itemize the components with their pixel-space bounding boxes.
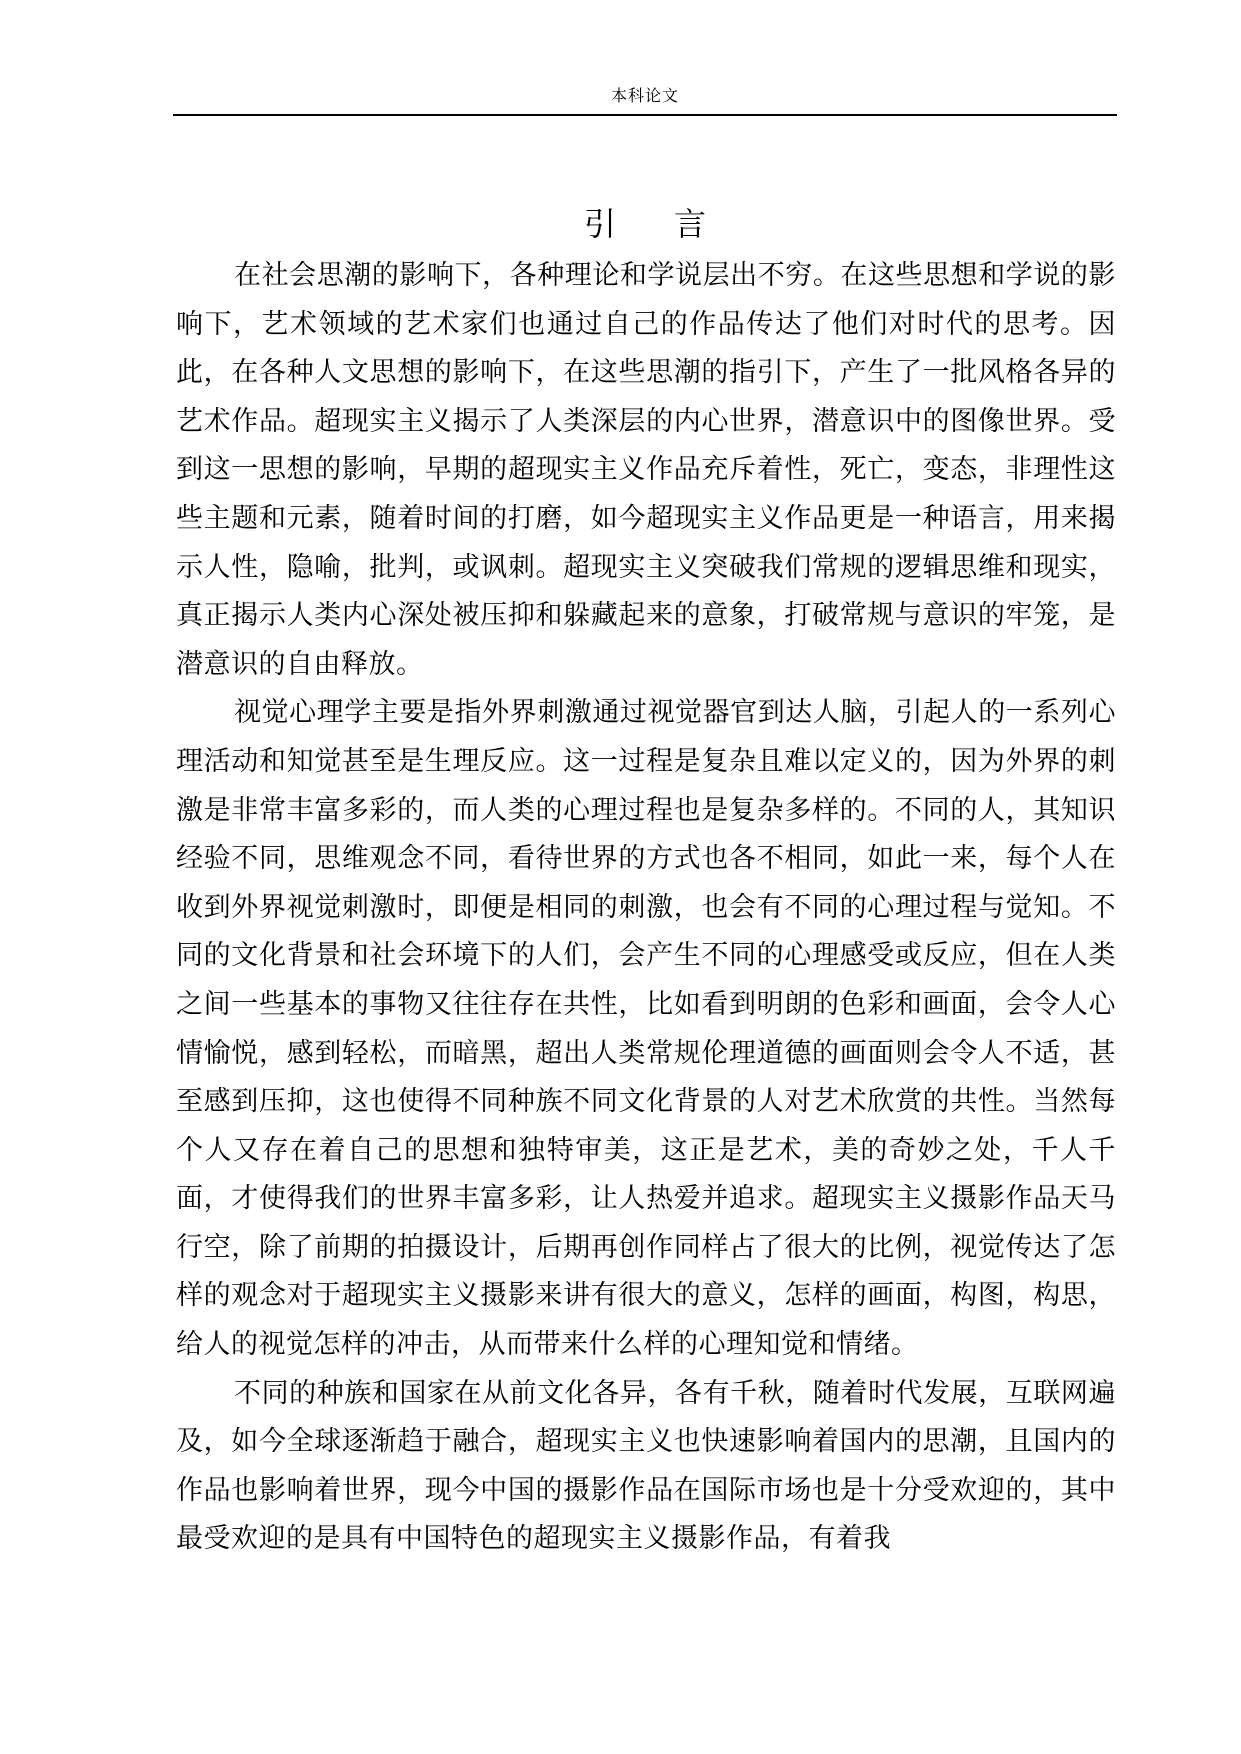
paragraph-2: 视觉心理学主要是指外界刺激通过视觉器官到达人脑，引起人的一系列心理活动和知觉甚至是生理反应。这一过程是复杂且难以定义的，因为外界的刺激是非常丰富多彩的，而人类的心理过程也是复杂多样的。不同的人，其知识经验不同，思维观念不同，看待世界的方式也各不相同，如此一来，每个人在收到外界视觉刺激时，即便是相同的刺激，也会有不同的心理过程与觉知。不同的文化背景和社会环境下的人们，会产生不同的心理感受或反应，但在人类之间一些基本的事物又往往存在共性，比如看到明朗的色彩和画面，会令人心情愉悦，感到轻松，而暗黑，超出人类常规伦理道德的画面则会令人不适，甚至感到压抑，这也使得不同种族不同文化背景的人对艺术欣赏的共性。当然每个人又存在着自己的思想和独特审美，这正是艺术，美的奇妙之处，千人千面，才使得我们的世界丰富多彩，让人热爱并追求。超现实主义摄影作品天马行空，除了前期的拍摄设计，后期再创作同样占了很大的比例，视觉传达了怎样的观念对于超现实主义摄影来讲有很大的意义，怎样的画面，构图，构思，给人的视觉怎样的冲击，从而带来什么样的心理知觉和情绪。 [176, 697, 1116, 1361]
paragraph-3: 不同的种族和国家在从前文化各异，各有千秋，随着时代发展，互联网遍及，如今全球逐渐趋于融合，超现实主义也快速影响着国内的思潮，且国内的作品也影响着世界，现今中国的摄影作品在国际市场也是十分受欢迎的，其中最受欢迎的是具有中国特色的超现实主义摄影作品，有着我 [176, 1377, 1116, 1555]
body-text [176, 252, 1116, 1564]
paragraph-1: 在社会思潮的影响下，各种理论和学说层出不穷。在这些思想和学说的影响下，艺术领域的艺术家们也通过自己的作品传达了他们对时代的思考。因此，在各种人文思想的影响下，在这些思潮的指引下，产生了一批风格各异的艺术作品。超现实主义揭示了人类深层的内心世界，潜意识中的图像世界。受到这一思想的影响，早期的超现实主义作品充斥着性，死亡，变态，非理性这些主题和元素，随着时间的打磨，如今超现实主义作品更是一种语言，用来揭示人性，隐喻，批判，或讽刺。超现实主义突破我们常规的逻辑思维和现实，真正揭示人类内心深处被压抑和躲藏起来的意象，打破常规与意识的牢笼，是潜意识的自由释放。 [176, 260, 1116, 680]
section-title: 引言 [583, 205, 764, 243]
header-divider [173, 114, 1117, 116]
running-header: 本科论文 [610, 86, 679, 105]
